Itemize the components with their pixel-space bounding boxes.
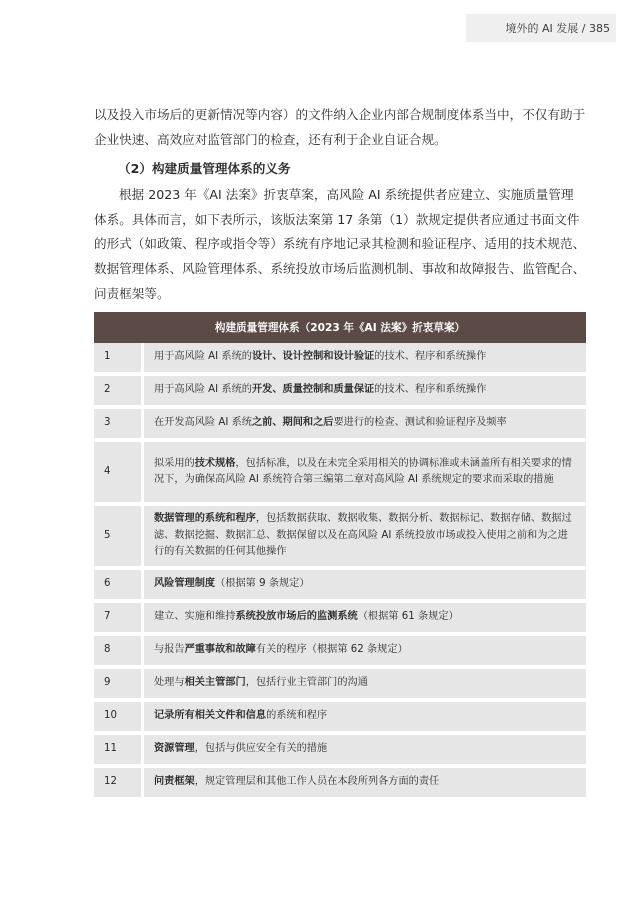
- row-number: 2: [94, 376, 144, 409]
- row-text: 在开发高风险 AI 系统之前、期间和之后要进行的检查、测试和验证程序及频率: [144, 409, 586, 442]
- row-text: 问责框架，规定管理层和其他工作人员在本段所列各方面的责任: [144, 768, 586, 801]
- table-row: [94, 376, 586, 409]
- table-header-row: [94, 312, 586, 343]
- row-text: 资源管理，包括与供应安全有关的措施: [144, 735, 586, 768]
- row-text: 用于高风险 AI 系统的开发、质量控制和质量保证的技术、程序和系统操作: [144, 376, 586, 409]
- row-number: 1: [94, 343, 144, 376]
- table-row: [94, 636, 586, 669]
- row-number: 8: [94, 636, 144, 669]
- row-number: 11: [94, 735, 144, 768]
- row-number: 7: [94, 603, 144, 636]
- paragraph-body: 根据 2023 年《AI 法案》折衷草案，高风险 AI 系统提供者应建立、实施质量管理体系。具体而言，如下表所示，该版法案第 17 条第（1）款规定提供者应通过书面文件的形式（如政策、程序或指令等）系统有序地记录其检测和验证程序、适用的技术规范、数据管理体系、风险管理体系、系统投放市场后监测机制、事故和故障报告、监管配合、问责框架等。: [94, 187, 586, 301]
- row-text: 记录所有相关文件和信息的系统和程序: [144, 702, 586, 735]
- section-heading: （2）构建质量管理体系的义务: [118, 161, 291, 176]
- table-row: [94, 702, 586, 735]
- table-row: [94, 343, 586, 376]
- table-row: [94, 669, 586, 702]
- table-row: [94, 570, 586, 603]
- row-text: 用于高风险 AI 系统的设计、设计控制和设计验证的技术、程序和系统操作: [144, 343, 586, 376]
- quality-management-table: [94, 312, 586, 801]
- paragraph-continuation: 以及投入市场后的更新情况等内容）的文件纳入企业内部合规制度体系当中，不仅有助于企业快速、高效应对监管部门的检查，还有利于企业自证合规。: [94, 107, 586, 147]
- table-row: [94, 442, 586, 506]
- table-row: [94, 735, 586, 768]
- row-text: 风险管理制度（根据第 9 条规定）: [144, 570, 586, 603]
- row-text: 拟采用的技术规格，包括标准，以及在未完全采用相关的协调标准或未涵盖所有相关要求的情况下，为确保高风险 AI 系统符合第三编第二章对高风险 AI 系统规定的要求而采取的措施: [144, 442, 586, 506]
- row-number: 3: [94, 409, 144, 442]
- row-text: 数据管理的系统和程序，包括数据获取、数据收集、数据分析、数据标记、数据存储、数据过滤、数据挖掘、数据汇总、数据保留以及在高风险 AI 系统投放市场或投入使用之前和为之进行的有关数据的任何其他操作: [144, 506, 586, 570]
- table-title: 构建质量管理体系（2023 年《AI 法案》折衷草案）: [94, 312, 586, 343]
- row-number: 10: [94, 702, 144, 735]
- row-number: 9: [94, 669, 144, 702]
- table-row: [94, 603, 586, 636]
- row-number: 4: [94, 442, 144, 506]
- row-text: 与报告严重事故和故障有关的程序（根据第 62 条规定）: [144, 636, 586, 669]
- row-number: 6: [94, 570, 144, 603]
- table-row: [94, 409, 586, 442]
- table-row: [94, 768, 586, 801]
- row-number: 12: [94, 768, 144, 801]
- running-header: [466, 14, 616, 44]
- table-row: [94, 506, 586, 570]
- row-number: 5: [94, 506, 144, 570]
- row-text: 处理与相关主管部门，包括行业主管部门的沟通: [144, 669, 586, 702]
- row-text: 建立、实施和维持系统投放市场后的监测系统（根据第 61 条规定）: [144, 603, 586, 636]
- running-header-text: 境外的 AI 发展 / 385: [505, 22, 610, 35]
